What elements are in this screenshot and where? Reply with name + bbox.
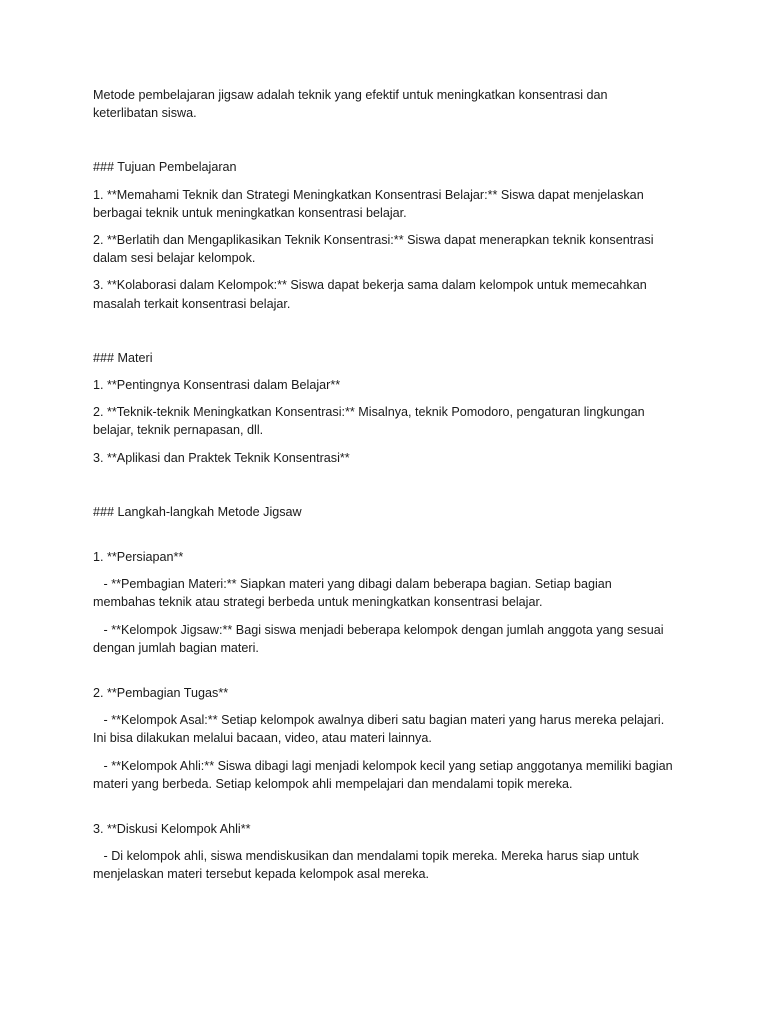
section-heading-materi: ### Materi <box>93 350 153 365</box>
step-item: - **Kelompok Jigsaw:** Bagi siswa menjadi beberapa kelompok dengan jumlah anggota yang sesuai dengan jumlah bagian materi. <box>93 622 668 655</box>
step-item: - **Kelompok Ahli:** Siswa dibagi lagi menjadi kelompok kecil yang setiap anggotanya memiliki bagian materi yang berbeda. Setiap kelompok ahli mempelajari dan mendalami topik mereka. <box>93 758 677 791</box>
list-item: 1. **Memahami Teknik dan Strategi Meningkatkan Konsentrasi Belajar:** Siswa dapat menjelaskan berbagai teknik untuk meningkatkan konsentrasi belajar. <box>93 187 648 220</box>
list-item: 2. **Teknik-teknik Meningkatkan Konsentrasi:** Misalnya, teknik Pomodoro, pengaturan lingkungan belajar, teknik pernapasan, dll. <box>93 405 649 438</box>
list-item: 1. **Pentingnya Konsentrasi dalam Belajar** <box>93 378 341 393</box>
step-item: - Di kelompok ahli, siswa mendiskusikan dan mendalami topik mereka. Mereka harus siap untuk menjelaskan materi tersebut kepada kelompok asal mereka. <box>93 849 643 882</box>
step-title: 1. **Persiapan** <box>93 550 184 565</box>
section-heading-tujuan: ### Tujuan Pembelajaran <box>93 160 237 175</box>
list-item: 3. **Kolaborasi dalam Kelompok:** Siswa dapat bekerja sama dalam kelompok untuk memecahkan masalah terkait konsentrasi belajar. <box>93 278 651 311</box>
list-item: 3. **Aplikasi dan Praktek Teknik Konsentrasi** <box>93 450 350 465</box>
step-title: 2. **Pembagian Tugas** <box>93 686 229 701</box>
step-title: 3. **Diskusi Kelompok Ahli** <box>93 822 251 837</box>
list-item: 2. **Berlatih dan Mengaplikasikan Teknik Konsentrasi:** Siswa dapat menerapkan teknik konsentrasi dalam sesi belajar kelompok. <box>93 233 658 266</box>
step-item: - **Kelompok Asal:** Setiap kelompok awalnya diberi satu bagian materi yang harus mereka pelajari. Ini bisa dilakukan melalui bacaan, video, atau materi lainnya. <box>93 713 668 746</box>
step-item: - **Pembagian Materi:** Siapkan materi yang dibagi dalam beberapa bagian. Setiap bagian membahas teknik atau strategi berbeda untuk meningkatkan konsentrasi belajar. <box>93 577 616 610</box>
section-heading-langkah: ### Langkah-langkah Metode Jigsaw <box>93 504 302 519</box>
intro-paragraph: Metode pembelajaran jigsaw adalah teknik yang efektif untuk meningkatkan konsentrasi dan keterlibatan siswa. <box>93 88 612 121</box>
